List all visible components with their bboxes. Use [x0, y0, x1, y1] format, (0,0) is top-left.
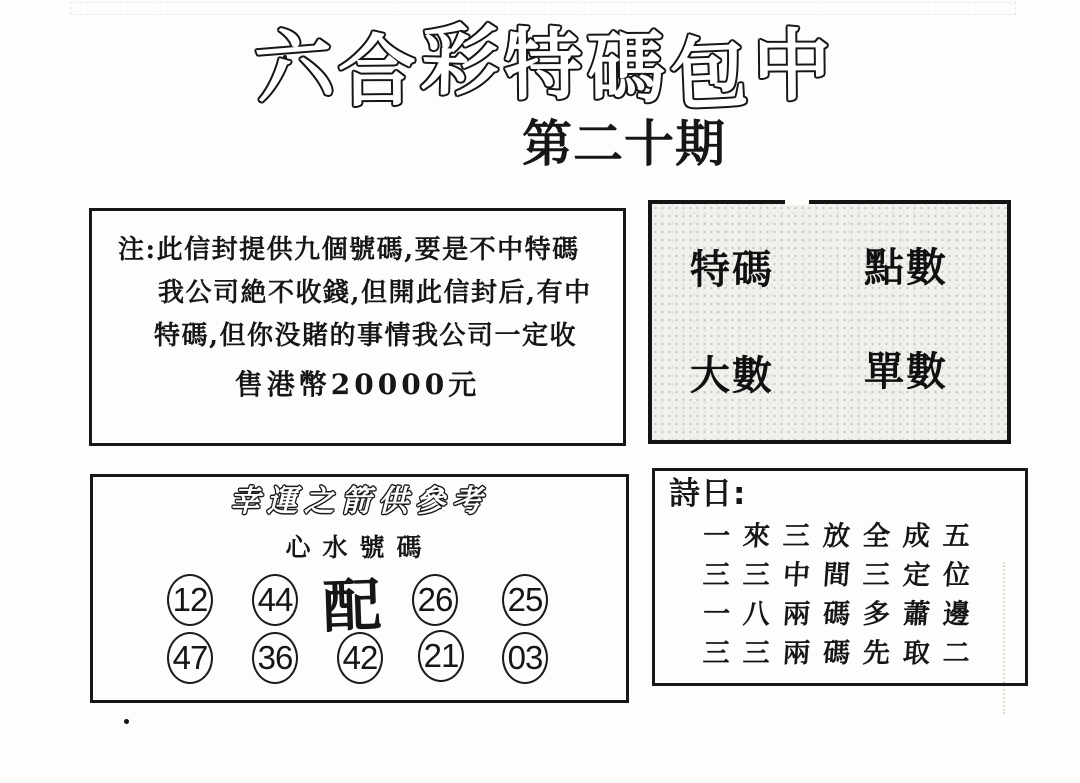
category-odd: 單數: [864, 349, 948, 395]
category-special: 特碼: [690, 247, 774, 293]
lucky-number-circle: 21: [418, 630, 464, 682]
lucky-number-circle: 25: [502, 574, 548, 626]
poem-line-4: 三三兩碼先取二: [701, 638, 985, 669]
poem-box: [652, 468, 1028, 686]
issue-number: 第二十期: [522, 114, 726, 173]
notice-line-1: 注:此信封提供九個號碼,要是不中特碼: [118, 235, 580, 265]
poem-lines: [703, 517, 983, 673]
lucky-box-title: 幸運之箭供參考: [230, 484, 489, 519]
notice-box: [89, 208, 626, 446]
category-points: 點數: [864, 245, 948, 291]
category-big: 大數: [690, 353, 774, 399]
poem-line-3: 一八兩碼多蕭邊: [701, 599, 985, 630]
lucky-number-circle: 47: [167, 632, 213, 684]
page-title: 六 合 彩 特 碼 包 中: [251, 14, 832, 122]
lucky-number-circle: 12: [167, 574, 213, 626]
lucky-number-circle: 44: [252, 574, 298, 626]
lucky-number-circle: 42: [337, 632, 383, 684]
ink-speck: [124, 719, 129, 724]
lucky-box-subtitle: 心水號碼: [285, 533, 434, 562]
price-text: 售港幣20000元: [234, 368, 481, 401]
poem-label: 詩日:: [669, 476, 747, 512]
poem-line-2: 三三中間三定位: [701, 560, 985, 591]
lucky-numbers-box: [90, 474, 629, 703]
lucky-number-circle: 36: [252, 632, 298, 684]
notice-line-3: 特碼,但你没賭的事情我公司一定收: [154, 321, 578, 351]
lucky-number-circle: 26: [412, 574, 458, 626]
notice-line-2: 我公司絶不收錢,但開此信封后,有中: [158, 278, 592, 308]
bet-category-box: [648, 200, 1011, 444]
scan-perforation-marks: [70, 2, 1016, 15]
lucky-number-circle: 03: [502, 632, 548, 684]
scan-border-gap: [785, 199, 809, 205]
pair-character: 配: [321, 571, 383, 641]
poem-line-1: 一來三放全成五: [701, 521, 985, 552]
